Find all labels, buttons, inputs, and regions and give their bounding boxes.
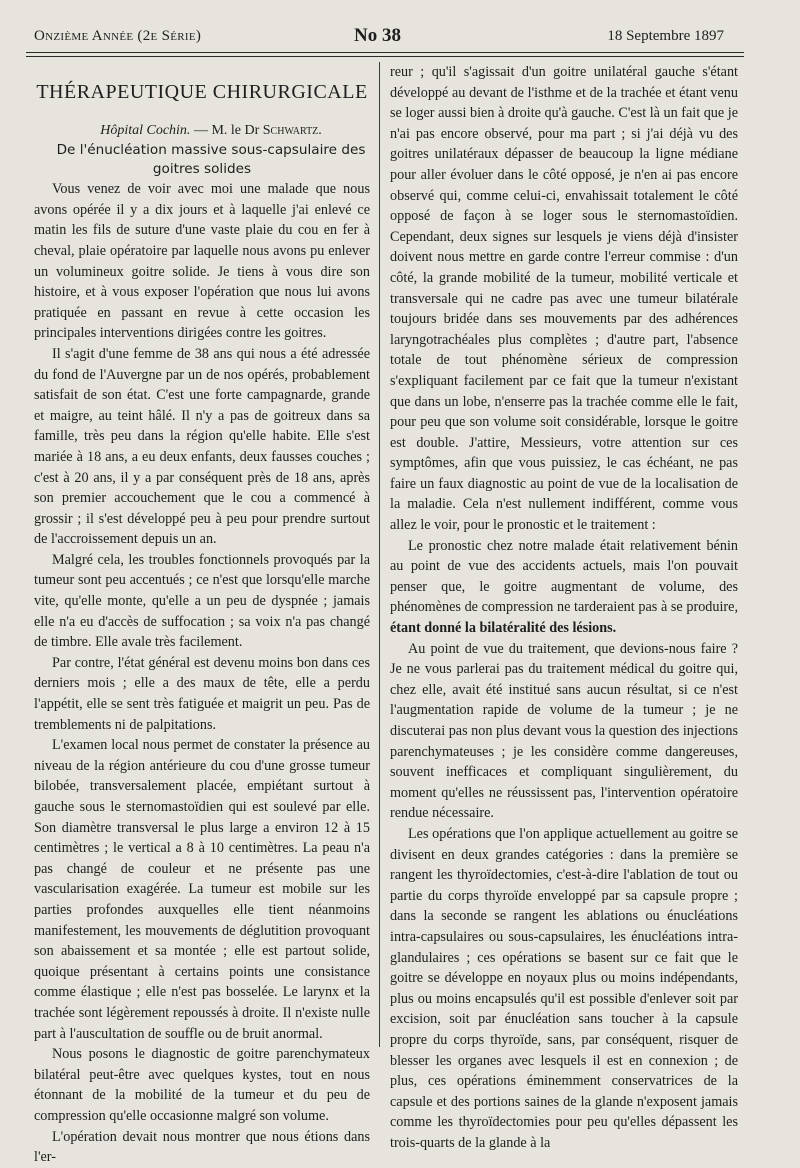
journal-year: Onzième Année (2e Série) (34, 28, 202, 44)
paragraph: Les opérations que l'on applique actuellement au goitre se divisent en deux grandes catégories : dans la première se rangent les thyroïdectomies, c'est-à-dire l'ablation de tout ou partie du corps thyroïde enveloppé par sa capsule propre ; dans la seconde se rangent les ablations ou énucléations intra-capsulaires ou sous-capsulaires, les énucléations intra-glandulaires ; ces opérations se basent sur ce fait que le goitre se développe en noyaux plus ou moins indépendants, plus ou moins encapsulés qu'il est possible d'enlever soit par excision, soit par énucléation sans toucher à la capsule propre du corps thyroïde, sans, par conséquent, risquer de blesser les organes avec lesquels il est en connexion ; de plus, ces opérations éminemment conservatrices de la capsule et des portions saines de la glande n'exposent jamais comme les thyroïdectomies pour peu qu'elles dépassent les trois-quarts de la glande à la (390, 825, 738, 1151)
paragraph: reur ; qu'il s'agissait d'un goitre unilatéral gauche s'étant développé au devant de l'isthme et de la trachée et étant venu se loger aussi bien à droite qu'à gauche. C'est là un fait que je n'ai pas encore observé, pour ma part ; si j'ai déjà vu des goitres unilatéraux dépasser de beaucoup la ligne médiane pour aller évoluer dans le côté opposé, je n'en ai pas encore observé qui, comme celui-ci, envahissait totalement le côté opposé de façon à se loger sous le sternomastoïdien. Cependant, deux signes sur lesquels je viens déjà d'insister doivent nous mettre en garde contre l'erreur commise : d'un côté, la grande mobilité de la tumeur, mobilité verticale et transversale qui ne cadre pas avec une tumeur bilatérale toujours bridée dans ses mouvements par des adhérences laryngotrachéales plus complètes ; d'autre part, l'absence totale de tout phénomène sérieux de compression s'expliquant facilement par ce fait que la tumeur n'existant que dans un lobe, n'enserre pas la trachée comme elle le fait, pour peu que son volume soit considérable, lorsque le goitre est double. J'attire, Messieurs, votre attention sur ces symptômes, afin que vous puissiez, le cas échéant, ne pas faire un faux diagnostic au point de vue de la localisation de la maladie. Cela n'est nullement indifférent, comme vous allez le voir, pour le pronostic et le traitement : (390, 64, 738, 534)
paragraph: L'examen local nous permet de constater la présence au niveau de la région antérieure du cou d'une grosse tumeur bilobée, transversalement placée, empiétant surtout à gauche sous le sternomastoïdien qui est soulevé par elle. Son diamètre transversal le plus large a environ 12 à 15 centimètres ; le vertical a 8 à 10 centimètres. La peau n'a pas changé de couleur et ne présente pas une vascularisation exagérée. La tumeur est mobile sur les parties profondes auxquelles elle tient néanmoins manifestement, les mouvements de déglutition provoquant son abaissement et sa montée ; elle est partout solide, quoique présentant à certains points une consistance comme élastique ; elle n'est pas bosselée. Le larynx et la trachée sont légèrement repoussés à droite. Il n'existe nulle part à l'auscultation de souffle ou de bruit anormal. (34, 737, 370, 1042)
column-divider (379, 62, 380, 1047)
byline (34, 121, 370, 142)
section-title: THÉRAPEUTIQUE CHIRURGICALE (36, 81, 368, 103)
paragraph: Au point de vue du traitement, que devions-nous faire ? Je ne vous parlerai pas du traitement médical du goitre qui, chez elle, avait été institué sans aucun résultat, si ce n'est l'augmentation rapide de volume de la tumeur ; je ne discuterai pas non plus devant vous la question des injections parenchymateuses ; je les considère comme dangereuses, souvent inefficaces et compliquant singulièrement, du moment qu'elles ne réussissent pas, l'intervention opératoire rendue nécessaire. (390, 640, 738, 822)
paragraph: Il s'agit d'une femme de 38 ans qui nous a été adressée du fond de l'Auvergne par un de nos opérés, probablement satisfait de son état. C'est une forte campagnarde, grande et maigre, au teint hâlé. Il n'y a pas de goitreux dans sa famille, très peu dans la région qu'elle habite. Elle s'est mariée à 18 ans, a eu deux enfants, deux fausses couches ; c'est à 20 ans, il y a par conséquent près de 18 ans, après son premier accouchement que le cou a commencé à grossir ; il s'est développé peu à peu pour prendre surtout de l'accroissement depuis un an. (34, 345, 370, 548)
paragraph: L'opération devait nous montrer que nous étions dans l'er- (34, 1128, 370, 1166)
paragraph: Vous venez de voir avec moi une malade que nous avons opérée il y a dix jours et à laquelle j'ai enlevé ce matin les fils de suture d'une vaste plaie du cou en fer à cheval, plaie opératoire par laquelle nous avons pu enlever un volumineux goitre solide. Je tiens à vous dire son histoire, et à vous exposer l'opération que nous lui avons pratiquée en passant en revue à cette occasion les principales interventions dirigées contre les goitres. (34, 181, 370, 342)
running-header (34, 26, 724, 50)
byline-end: . (318, 122, 322, 138)
emphasis-text: étant donné la bilatéralité des lésions. (390, 620, 617, 637)
header-rule (26, 52, 744, 57)
byline-sep: — M. le Dr (190, 122, 263, 138)
paragraph: Par contre, l'état général est devenu moins bon dans ces derniers mois ; elle a des maux de tête, elle a perdu l'appétit, elle se sent très fatiguée et maigrit un peu. Pas de tremblements ni de palpitations. (34, 654, 370, 733)
left-column (34, 62, 370, 1166)
article-title: De l'énucléation massive sous-capsulaire des goitres solides (56, 142, 366, 178)
right-column (390, 62, 738, 1151)
paragraph: Malgré cela, les troubles fonctionnels provoqués par la tumeur sont peu accentués ; ce n'est que lorsqu'elle marche vite, qu'elle monte, qu'elle a un peu de dyspnée ; jamais elle n'a eu d'accès de suffocation ; sa voix n'a pas changé de timbre. Elle avale très facilement. (34, 551, 370, 651)
issue-date: 18 Septembre 1897 (607, 28, 724, 44)
issue-number: No 38 (354, 25, 401, 46)
paragraph (390, 536, 738, 639)
byline-hospital: Hôpital Cochin. (100, 122, 191, 138)
byline-author: Schwartz (262, 122, 319, 138)
paragraph-text: Le pronostic chez notre malade était relativement bénin au point de vue des accidents actuels, mais l'on pouvait penser que, le goitre augmentant de volume, des phénomènes de compression ne tarderaient pas à se produire, (390, 537, 738, 616)
paragraph: Nous posons le diagnostic de goitre parenchymateux bilatéral peut-être avec quelques kystes, tout en nous étonnant de la mobilité de la tumeur et du peu de compression qu'elle occasionne malgré son volume. (34, 1046, 370, 1124)
